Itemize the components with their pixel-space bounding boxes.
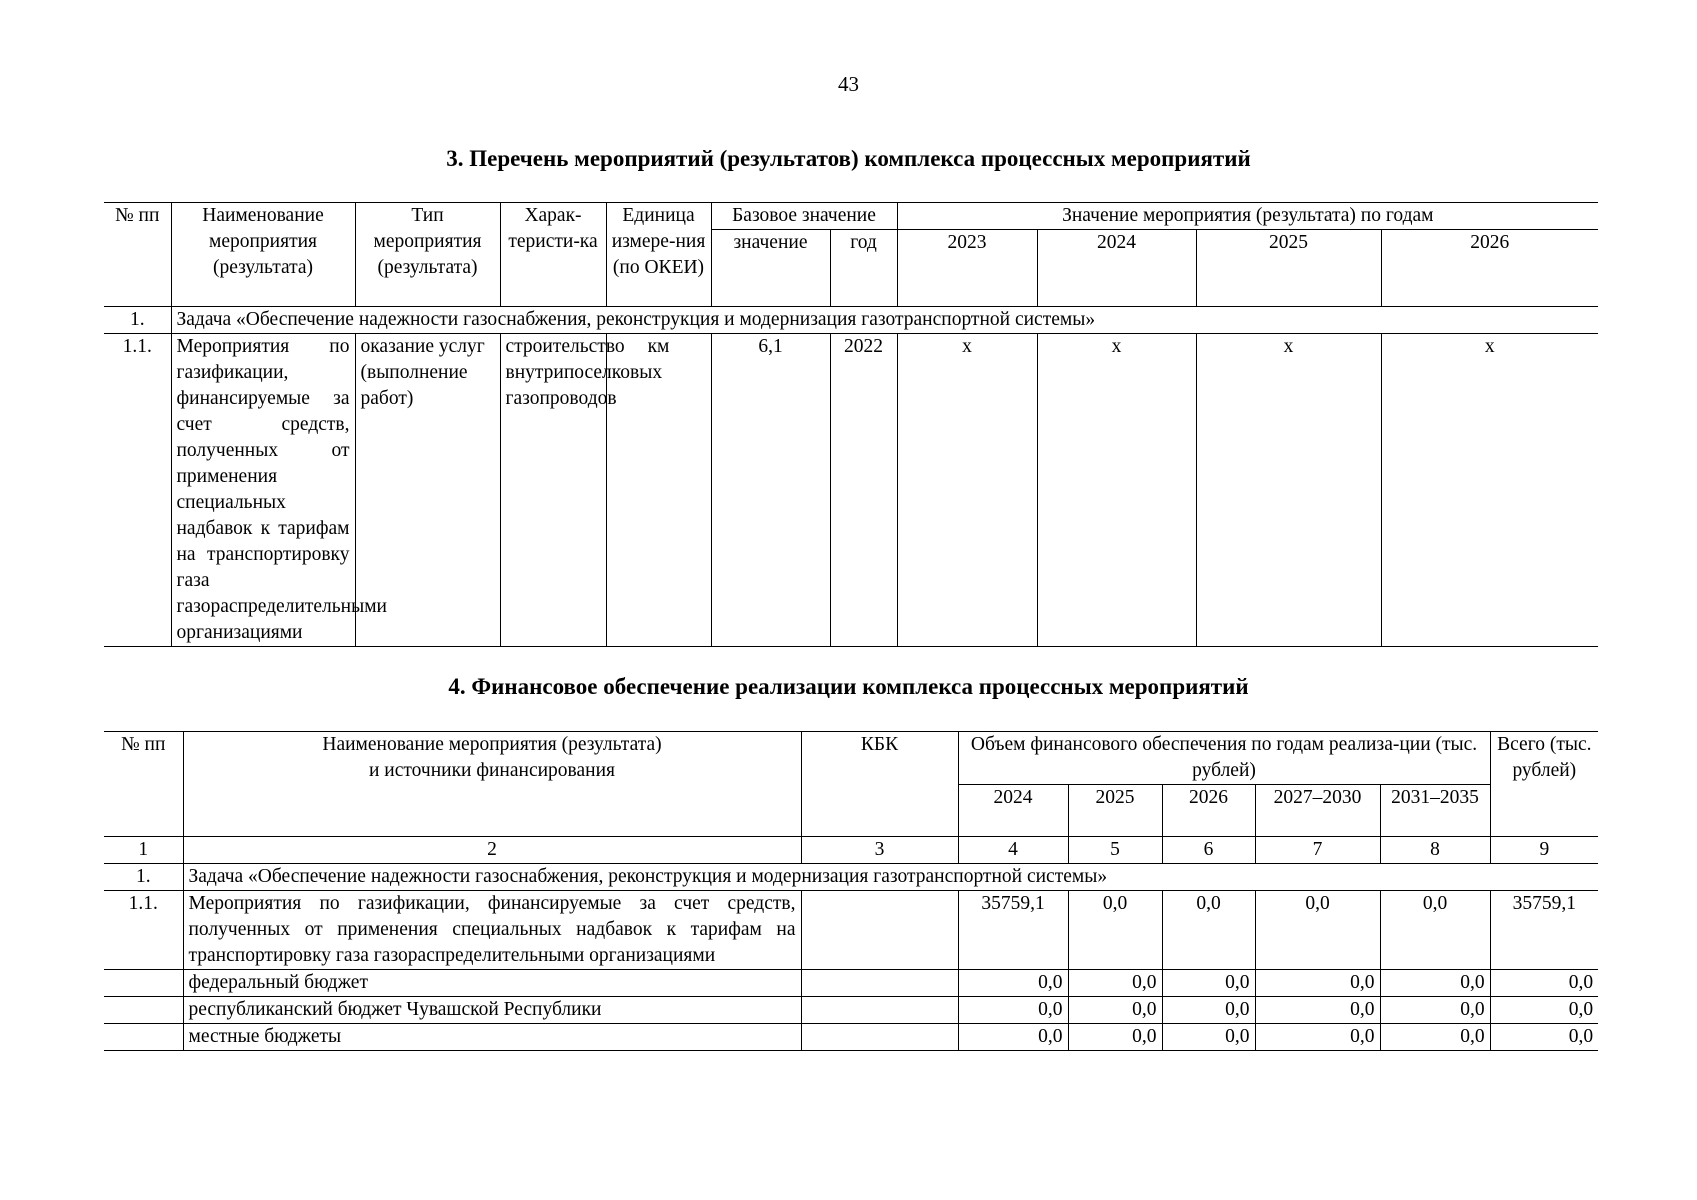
header-unit: Единица измере-ния (по ОКЕИ): [606, 203, 711, 307]
header-year: 2026: [1162, 785, 1255, 837]
task-text: Задача «Обеспечение надежности газоснабжения, реконструкция и модернизация газотранспортной системы»: [171, 307, 1598, 334]
row-characteristic: строительство внутрипоселковых газопроводов: [500, 334, 606, 647]
source-value: 0,0: [1255, 970, 1380, 997]
source-value: 0,0: [1162, 997, 1255, 1024]
header-kbk: КБК: [801, 732, 958, 837]
row-num: 1.1.: [104, 891, 183, 970]
row-value: 0,0: [1255, 891, 1380, 970]
column-number: 5: [1068, 837, 1162, 864]
row-name: Мероприятия по газификации, финансируемые за счет средств, полученных от применения специальных надбавок к тарифам на транспортировку газа газораспределительными организациями: [183, 891, 801, 970]
source-value: 0,0: [1380, 970, 1490, 997]
header-base-year: год: [830, 230, 897, 307]
row-kbk: [801, 891, 958, 970]
source-value: 0,0: [958, 997, 1068, 1024]
row-name: Мероприятия по газификации, финансируемые за счет средств, полученных от применения специальных надбавок к тарифам на транспортировку газа газораспределительными организациями: [171, 334, 355, 647]
header-volume: Объем финансового обеспечения по годам реализа-ции (тыс. рублей): [958, 732, 1490, 785]
header-characteristic: Харак-теристи-ка: [500, 203, 606, 307]
header-year: 2024: [1037, 230, 1196, 307]
source-total: 0,0: [1490, 997, 1598, 1024]
task-num: 1.: [104, 864, 183, 891]
column-number: 2: [183, 837, 801, 864]
section-4-title: 4. Финансовое обеспечение реализации комплекса процессных мероприятий: [448, 674, 1249, 699]
column-number: 8: [1380, 837, 1490, 864]
section-3-title: 3. Перечень мероприятий (результатов) комплекса процессных мероприятий: [446, 146, 1251, 171]
row-year-value: х: [1196, 334, 1381, 647]
task-text: Задача «Обеспечение надежности газоснабжения, реконструкция и модернизация газотранспортной системы»: [183, 864, 1598, 891]
column-number: 1: [104, 837, 183, 864]
financing-table: [104, 731, 1598, 1051]
header-name-line2: и источники финансирования: [368, 760, 615, 781]
source-value: 0,0: [1380, 997, 1490, 1024]
header-name: Наименование мероприятия (результата): [171, 203, 355, 307]
row-year-value: х: [897, 334, 1037, 647]
source-kbk: [801, 970, 958, 997]
source-kbk: [801, 997, 958, 1024]
activities-table: [104, 202, 1598, 647]
header-type: Тип мероприятия (результата): [355, 203, 500, 307]
row-value: 0,0: [1380, 891, 1490, 970]
row-num: 1.1.: [104, 334, 171, 647]
source-name: местные бюджеты: [183, 1024, 801, 1051]
source-name: республиканский бюджет Чувашской Республики: [183, 997, 801, 1024]
header-base: Базовое значение: [711, 203, 897, 230]
header-name: [183, 732, 801, 837]
column-number: 4: [958, 837, 1068, 864]
header-year: 2023: [897, 230, 1037, 307]
page-number: 43: [838, 72, 859, 96]
row-unit: км: [606, 334, 711, 647]
source-value: 0,0: [1068, 1024, 1162, 1051]
row-total: 35759,1: [1490, 891, 1598, 970]
column-number: 9: [1490, 837, 1598, 864]
column-number: 3: [801, 837, 958, 864]
source-total: 0,0: [1490, 970, 1598, 997]
row-base-value: 6,1: [711, 334, 830, 647]
header-by-years: Значение мероприятия (результата) по годам: [897, 203, 1598, 230]
row-year-value: х: [1381, 334, 1598, 647]
header-total: Всего (тыс. рублей): [1490, 732, 1598, 837]
header-year: 2025: [1196, 230, 1381, 307]
source-name: федеральный бюджет: [183, 970, 801, 997]
column-number: 6: [1162, 837, 1255, 864]
source-value: 0,0: [1068, 970, 1162, 997]
source-value: 0,0: [1380, 1024, 1490, 1051]
row-value: 0,0: [1068, 891, 1162, 970]
header-year: 2025: [1068, 785, 1162, 837]
header-num: № пп: [104, 732, 183, 837]
source-num: [104, 1024, 183, 1051]
row-year-value: х: [1037, 334, 1196, 647]
row-value: 0,0: [1162, 891, 1255, 970]
row-base-year: 2022: [830, 334, 897, 647]
header-year: 2027–2030: [1255, 785, 1380, 837]
header-name-line1: Наименование мероприятия (результата): [322, 734, 662, 755]
header-year: 2026: [1381, 230, 1598, 307]
source-value: 0,0: [1162, 1024, 1255, 1051]
source-total: 0,0: [1490, 1024, 1598, 1051]
source-value: 0,0: [1255, 997, 1380, 1024]
header-year: 2031–2035: [1380, 785, 1490, 837]
source-num: [104, 970, 183, 997]
source-value: 0,0: [1068, 997, 1162, 1024]
source-value: 0,0: [958, 1024, 1068, 1051]
source-value: 0,0: [1162, 970, 1255, 997]
source-kbk: [801, 1024, 958, 1051]
column-number: 7: [1255, 837, 1380, 864]
row-value: 35759,1: [958, 891, 1068, 970]
header-num: № пп: [104, 203, 171, 307]
row-type: оказание услуг (выполнение работ): [355, 334, 500, 647]
header-base-value: значение: [711, 230, 830, 307]
source-value: 0,0: [1255, 1024, 1380, 1051]
source-num: [104, 997, 183, 1024]
task-num: 1.: [104, 307, 171, 334]
header-year: 2024: [958, 785, 1068, 837]
source-value: 0,0: [958, 970, 1068, 997]
